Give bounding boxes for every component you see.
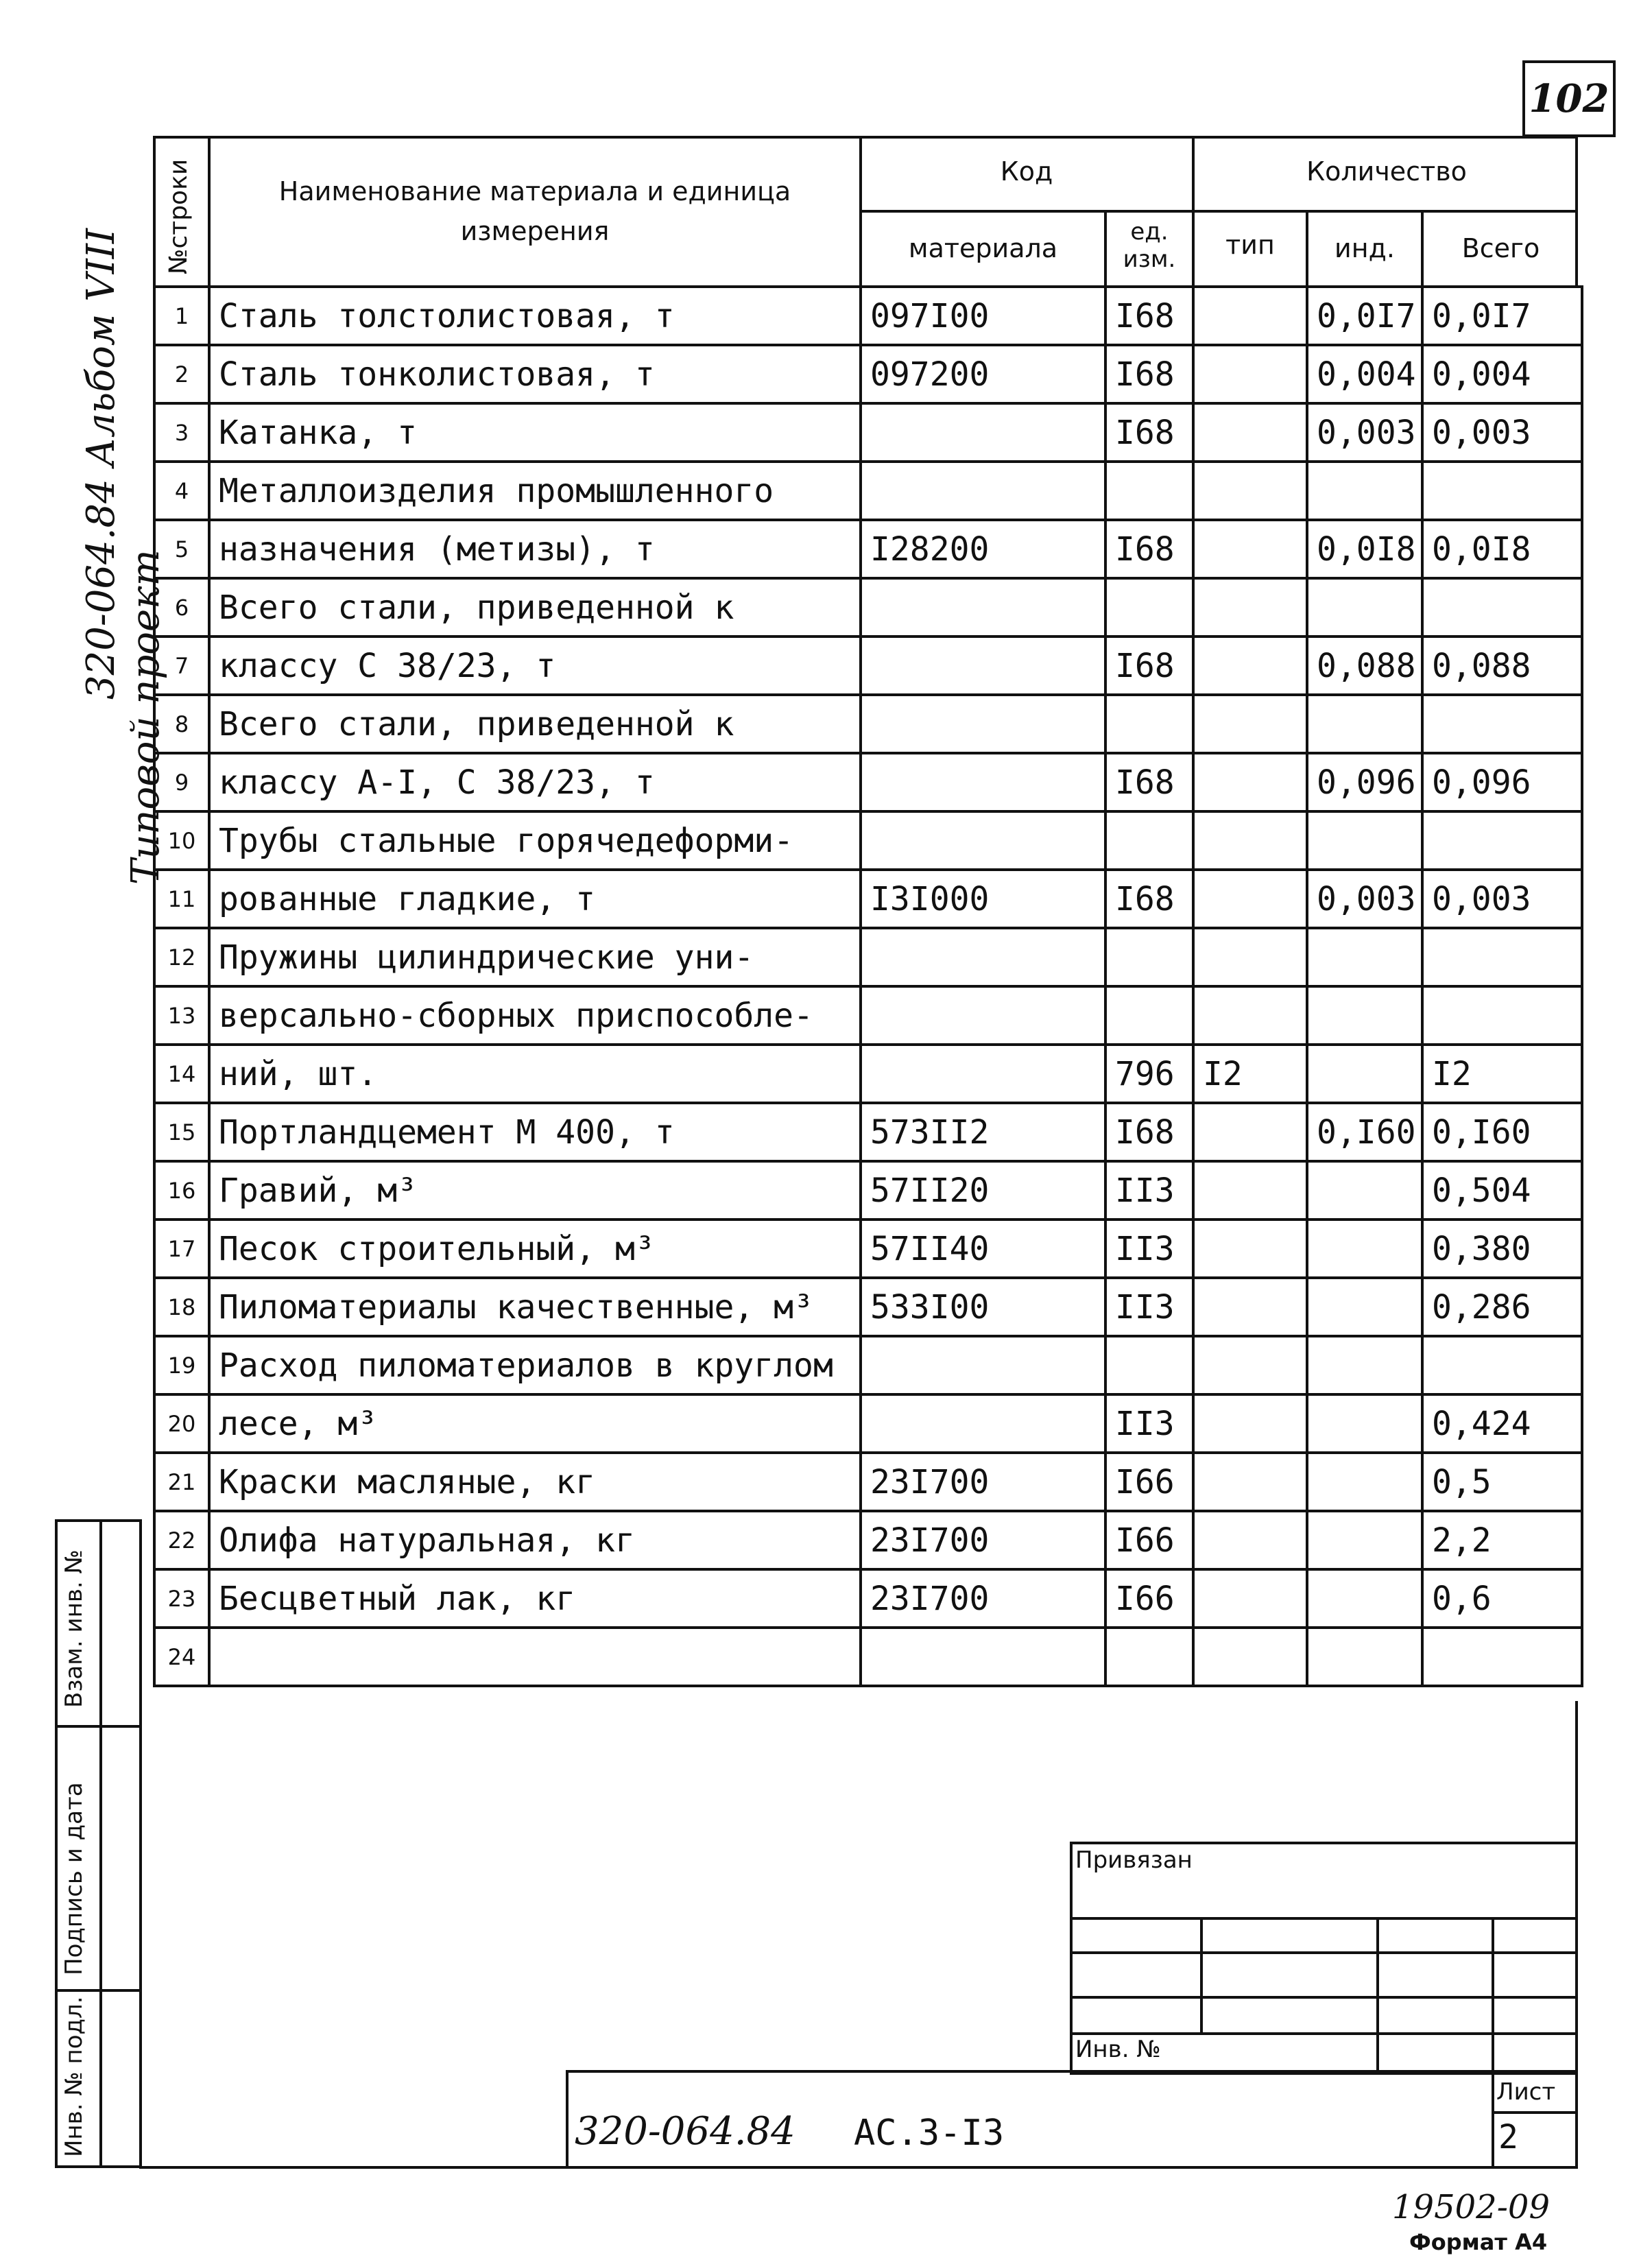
- row-number: 19: [154, 1336, 209, 1394]
- row-number: 8: [154, 695, 209, 753]
- material-name: назначения (метизы), т: [209, 520, 861, 578]
- unit-code: [1105, 1628, 1193, 1686]
- qty-individual: [1307, 1511, 1422, 1569]
- qty-total: [1422, 986, 1582, 1045]
- material-name: [209, 1628, 861, 1686]
- stamp-vzam-inv: Взам. инв. №: [60, 1549, 88, 1708]
- header-individual: инд.: [1334, 233, 1395, 263]
- qty-individual: [1307, 928, 1422, 986]
- material-name: Олифа натуральная, кг: [209, 1511, 861, 1569]
- qty-type: [1193, 1511, 1307, 1569]
- material-code: [861, 986, 1105, 1045]
- qty-total: 0,096: [1422, 753, 1582, 811]
- qty-individual: 0,003: [1307, 403, 1422, 462]
- qty-individual: [1307, 1394, 1422, 1453]
- material-name: Бесцветный лак, кг: [209, 1569, 861, 1628]
- header-name: Наименование материала и единица измерения: [278, 176, 791, 246]
- qty-type: [1193, 1628, 1307, 1686]
- material-name: классу А-I, С 38/23, т: [209, 753, 861, 811]
- material-name: Металлоизделия промышленного: [209, 462, 861, 520]
- material-name: классу С 38/23, т: [209, 637, 861, 695]
- qty-type: [1193, 403, 1307, 462]
- header-total: Всего: [1461, 233, 1540, 263]
- row-number: 21: [154, 1453, 209, 1511]
- qty-individual: [1307, 1453, 1422, 1511]
- row-number: 16: [154, 1161, 209, 1220]
- material-name: Всего стали, приведенной к: [209, 695, 861, 753]
- qty-total: 0,0I8: [1422, 520, 1582, 578]
- qty-type: [1193, 1220, 1307, 1278]
- material-name: Катанка, т: [209, 403, 861, 462]
- qty-individual: [1307, 462, 1422, 520]
- qty-total: 0,5: [1422, 1453, 1582, 1511]
- header-code: Код: [1000, 156, 1053, 187]
- table-row: [154, 1336, 1582, 1394]
- material-name: Краски масляные, кг: [209, 1453, 861, 1511]
- qty-individual: [1307, 1161, 1422, 1220]
- qty-type: [1193, 1278, 1307, 1336]
- unit-code: [1105, 928, 1193, 986]
- material-name: ний, шт.: [209, 1045, 861, 1103]
- table-row: [154, 1045, 1582, 1103]
- qty-individual: [1307, 1045, 1422, 1103]
- row-number: 6: [154, 578, 209, 637]
- table-row: [154, 1220, 1582, 1278]
- qty-total: 0,0I7: [1422, 287, 1582, 345]
- material-code: [861, 695, 1105, 753]
- qty-individual: [1307, 578, 1422, 637]
- material-code: I28200: [861, 520, 1105, 578]
- material-code: 533I00: [861, 1278, 1105, 1336]
- qty-type: [1193, 986, 1307, 1045]
- material-name: Гравий, м³: [209, 1161, 861, 1220]
- table-row: [154, 695, 1582, 753]
- qty-individual: [1307, 1220, 1422, 1278]
- qty-individual: 0,003: [1307, 870, 1422, 928]
- table-row: [154, 287, 1582, 345]
- qty-total: [1422, 811, 1582, 870]
- qty-type: [1193, 637, 1307, 695]
- qty-type: [1193, 695, 1307, 753]
- qty-type: [1193, 753, 1307, 811]
- qty-type: [1193, 287, 1307, 345]
- qty-individual: 0,096: [1307, 753, 1422, 811]
- material-code: [861, 1628, 1105, 1686]
- table-row: [154, 1628, 1582, 1686]
- table-row: [154, 1394, 1582, 1453]
- footer-handwritten-number: 19502-09: [1392, 2188, 1550, 2226]
- sheet-label: Лист: [1496, 2078, 1556, 2106]
- qty-type: [1193, 345, 1307, 403]
- title-block-top: [566, 2070, 1578, 2073]
- table-row: [154, 637, 1582, 695]
- material-code: 57II20: [861, 1161, 1105, 1220]
- qty-type: [1193, 1103, 1307, 1161]
- material-code: [861, 637, 1105, 695]
- table-row: [154, 403, 1582, 462]
- table-row: [154, 928, 1582, 986]
- unit-code: I66: [1105, 1453, 1193, 1511]
- material-name: рованные гладкие, т: [209, 870, 861, 928]
- table-row: [154, 462, 1582, 520]
- unit-code: [1105, 462, 1193, 520]
- qty-total: 2,2: [1422, 1511, 1582, 1569]
- qty-total: 0,380: [1422, 1220, 1582, 1278]
- row-number: 20: [154, 1394, 209, 1453]
- qty-total: 0,286: [1422, 1278, 1582, 1336]
- material-name: Песок строительный, м³: [209, 1220, 861, 1278]
- row-number: 3: [154, 403, 209, 462]
- unit-code: I68: [1105, 403, 1193, 462]
- row-number: 11: [154, 870, 209, 928]
- qty-total: [1422, 695, 1582, 753]
- header-material-code: материала: [908, 233, 1058, 263]
- page-number: 102: [1529, 76, 1609, 121]
- qty-total: 0,6: [1422, 1569, 1582, 1628]
- material-code: 57II40: [861, 1220, 1105, 1278]
- qty-total: I2: [1422, 1045, 1582, 1103]
- unit-code: [1105, 986, 1193, 1045]
- privyazan-label: Привязан: [1075, 1846, 1193, 1874]
- row-number: 2: [154, 345, 209, 403]
- table-row: [154, 870, 1582, 928]
- material-code: [861, 1045, 1105, 1103]
- qty-individual: 0,I60: [1307, 1103, 1422, 1161]
- row-number: 24: [154, 1628, 209, 1686]
- header-type: тип: [1225, 230, 1275, 260]
- qty-individual: [1307, 1336, 1422, 1394]
- qty-total: [1422, 1336, 1582, 1394]
- qty-individual: [1307, 695, 1422, 753]
- table-row: [154, 1569, 1582, 1628]
- unit-code: I66: [1105, 1569, 1193, 1628]
- unit-code: [1105, 1336, 1193, 1394]
- material-name: Пружины цилиндрические уни-: [209, 928, 861, 986]
- qty-total: 0,504: [1422, 1161, 1582, 1220]
- row-number: 14: [154, 1045, 209, 1103]
- unit-code: I66: [1105, 1511, 1193, 1569]
- material-name: версально-сборных приспособле-: [209, 986, 861, 1045]
- material-name: Пиломатериалы качественные, м³: [209, 1278, 861, 1336]
- row-number: 15: [154, 1103, 209, 1161]
- qty-type: [1193, 1453, 1307, 1511]
- qty-total: 0,003: [1422, 403, 1582, 462]
- qty-type: [1193, 1161, 1307, 1220]
- unit-code: I68: [1105, 345, 1193, 403]
- material-code: [861, 1394, 1105, 1453]
- row-number: 9: [154, 753, 209, 811]
- material-code: 573II2: [861, 1103, 1105, 1161]
- qty-individual: 0,004: [1307, 345, 1422, 403]
- row-number: 18: [154, 1278, 209, 1336]
- qty-total: [1422, 578, 1582, 637]
- unit-code: I68: [1105, 637, 1193, 695]
- material-code: 23I700: [861, 1511, 1105, 1569]
- unit-code: I68: [1105, 870, 1193, 928]
- unit-code: I68: [1105, 1103, 1193, 1161]
- unit-code: [1105, 578, 1193, 637]
- sheet-number: 2: [1498, 2118, 1518, 2156]
- stamp-inv-podl: Инв. № подл.: [60, 1996, 88, 2157]
- qty-total: [1422, 1628, 1582, 1686]
- unit-code: I68: [1105, 520, 1193, 578]
- stamp-podpis-data: Подпись и дата: [60, 1782, 88, 1975]
- row-number: 22: [154, 1511, 209, 1569]
- material-code: 097I00: [861, 287, 1105, 345]
- qty-total: 0,088: [1422, 637, 1582, 695]
- qty-total: [1422, 462, 1582, 520]
- unit-code: II3: [1105, 1220, 1193, 1278]
- qty-individual: [1307, 1569, 1422, 1628]
- unit-code: II3: [1105, 1394, 1193, 1453]
- material-name: Трубы стальные горячедеформи-: [209, 811, 861, 870]
- material-code: [861, 578, 1105, 637]
- unit-code: II3: [1105, 1161, 1193, 1220]
- qty-total: 0,I60: [1422, 1103, 1582, 1161]
- margin-note-line1: 320-064.84 Альбом VIII: [79, 228, 123, 700]
- material-name: Портландцемент М 400, т: [209, 1103, 861, 1161]
- table-row: [154, 1103, 1582, 1161]
- material-code: [861, 928, 1105, 986]
- qty-type: [1193, 811, 1307, 870]
- qty-type: [1193, 578, 1307, 637]
- qty-individual: [1307, 1628, 1422, 1686]
- frame-bottom: [139, 2166, 1578, 2169]
- table-row: [154, 1511, 1582, 1569]
- material-code: 23I700: [861, 1453, 1105, 1511]
- table-row: [154, 1453, 1582, 1511]
- unit-code: 796: [1105, 1045, 1193, 1103]
- qty-total: 0,003: [1422, 870, 1582, 928]
- row-number: 10: [154, 811, 209, 870]
- table-row: [154, 578, 1582, 637]
- table-row: [154, 1161, 1582, 1220]
- qty-individual: [1307, 1278, 1422, 1336]
- header-quantity: Количество: [1306, 156, 1467, 187]
- material-code: 23I700: [861, 1569, 1105, 1628]
- qty-individual: 0,0I8: [1307, 520, 1422, 578]
- row-number: 13: [154, 986, 209, 1045]
- materials-table: [153, 285, 1583, 1687]
- page-number-box: [1522, 60, 1616, 137]
- qty-type: [1193, 1394, 1307, 1453]
- material-name: Расход пиломатериалов в круглом: [209, 1336, 861, 1394]
- qty-total: 0,424: [1422, 1394, 1582, 1453]
- qty-type: [1193, 1569, 1307, 1628]
- material-name: Сталь тонколистовая, т: [209, 345, 861, 403]
- table-row: [154, 345, 1582, 403]
- row-number: 12: [154, 928, 209, 986]
- qty-type: [1193, 928, 1307, 986]
- material-code: [861, 753, 1105, 811]
- qty-type: [1193, 462, 1307, 520]
- qty-total: [1422, 928, 1582, 986]
- material-code: [861, 462, 1105, 520]
- material-code: [861, 403, 1105, 462]
- footer-format: Формат А4: [1409, 2229, 1548, 2255]
- title-doc-code: АС.3-I3: [854, 2113, 1005, 2154]
- qty-type: [1193, 520, 1307, 578]
- material-code: [861, 811, 1105, 870]
- qty-type: [1193, 1336, 1307, 1394]
- table-row: [154, 811, 1582, 870]
- header-unit-code: ед. изм.: [1123, 218, 1176, 273]
- unit-code: I68: [1105, 287, 1193, 345]
- qty-type: [1193, 870, 1307, 928]
- material-code: 097200: [861, 345, 1105, 403]
- material-name: лесе, м³: [209, 1394, 861, 1453]
- material-name: Всего стали, приведенной к: [209, 578, 861, 637]
- table-row: [154, 753, 1582, 811]
- table-row: [154, 520, 1582, 578]
- qty-individual: 0,0I7: [1307, 287, 1422, 345]
- row-number: 5: [154, 520, 209, 578]
- unit-code: [1105, 811, 1193, 870]
- row-number: 7: [154, 637, 209, 695]
- margin-note-line2: Типовой проект: [123, 549, 168, 885]
- unit-code: [1105, 695, 1193, 753]
- qty-individual: 0,088: [1307, 637, 1422, 695]
- qty-total: 0,004: [1422, 345, 1582, 403]
- material-name: Сталь толстолистовая, т: [209, 287, 861, 345]
- unit-code: I68: [1105, 753, 1193, 811]
- row-number: 23: [154, 1569, 209, 1628]
- inv-no-label: Инв. №: [1075, 2036, 1161, 2063]
- title-handwritten-code: 320-064.84: [575, 2109, 795, 2154]
- table-row: [154, 1278, 1582, 1336]
- qty-individual: [1307, 986, 1422, 1045]
- qty-type: I2: [1193, 1045, 1307, 1103]
- row-number: 4: [154, 462, 209, 520]
- material-code: [861, 1336, 1105, 1394]
- header-row-number: №строки: [165, 158, 193, 274]
- row-number: 1: [154, 287, 209, 345]
- unit-code: II3: [1105, 1278, 1193, 1336]
- row-number: 17: [154, 1220, 209, 1278]
- material-code: I3I000: [861, 870, 1105, 928]
- table-row: [154, 986, 1582, 1045]
- qty-individual: [1307, 811, 1422, 870]
